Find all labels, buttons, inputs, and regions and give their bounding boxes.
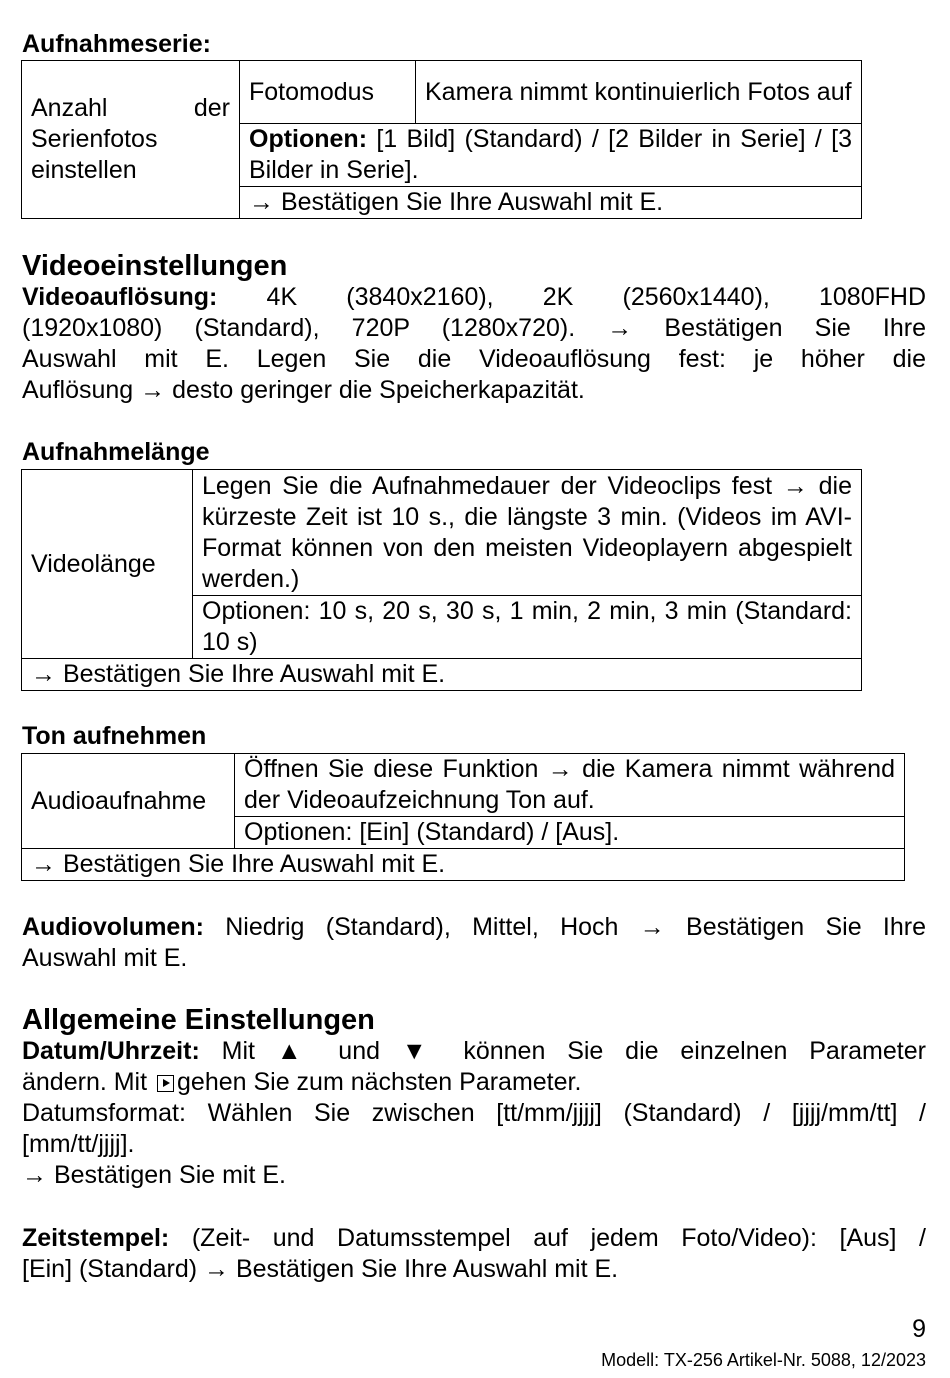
page-footer: Modell: TX-256 Artikel-Nr. 5088, 12/2023 [601, 1350, 926, 1370]
section-heading-video: Videoeinstellungen [22, 250, 288, 282]
datetime-label: Datum/Uhrzeit: [22, 1037, 200, 1065]
audio-volume-values: Niedrig (Standard), Mittel, Hoch → Bestätigen Sie Ihre [225, 913, 926, 941]
triangle-up-icon: ▲ [276, 1037, 317, 1065]
section-heading-length: Aufnahmelänge [22, 438, 210, 466]
audio-volume-line2: Auswahl mit E. [22, 944, 188, 972]
play-button-icon [157, 1075, 174, 1092]
sound-record-table [21, 753, 905, 881]
video-resolution-paragraph [22, 282, 926, 406]
section-heading-general: Allgemeine Einstellungen [22, 1004, 375, 1036]
burst-label-line3: einstellen [31, 156, 137, 184]
date-format-line2: [mm/tt/jjjj]. [22, 1130, 135, 1158]
audio-volume-paragraph [22, 912, 926, 974]
sound-record-desc: Öffnen Sie diese Funktion → die Kamera nimmt während der Videoaufzeichnung Ton auf. [235, 754, 905, 817]
burst-options-label: Optionen: [249, 125, 368, 153]
datetime-rest: können Sie die einzelnen Parameter [463, 1037, 926, 1065]
video-length-desc: Legen Sie die Aufnahmedauer der Videoclips fest → die kürzeste Zeit ist 10 s., die längste 3 min. (Videos im AVI-Format können von den meisten Videoplayern abgespielt werden.) [193, 470, 862, 596]
sound-record-confirm: → Bestätigen Sie Ihre Auswahl mit E. [22, 849, 905, 881]
video-resolution-line1 [22, 282, 926, 313]
sound-record-options: Optionen: [Ein] (Standard) / [Aus]. [235, 817, 905, 849]
timestamp-line1 [22, 1223, 926, 1254]
video-length-options: Optionen: 10 s, 20 s, 30 s, 1 min, 2 min, 3 min (Standard: 10 s) [193, 596, 862, 659]
burst-mode-cell: Fotomodus [240, 61, 416, 124]
datetime-und: und [338, 1037, 381, 1065]
section-heading-burst: Aufnahmeserie: [22, 30, 211, 58]
burst-row-label [22, 61, 240, 219]
video-length-table [21, 469, 862, 691]
datetime-l2a: ändern. Mit [22, 1068, 148, 1096]
audio-volume-line1 [22, 912, 926, 943]
burst-mode-desc: Kamera nimmt kontinuierlich Fotos auf [416, 61, 862, 124]
burst-options-cell [240, 124, 862, 187]
burst-settings-table [21, 60, 862, 219]
page-number: 9 [912, 1315, 926, 1343]
timestamp-desc: (Zeit- und Datumsstempel auf jedem Foto/Video): [Aus] / [191, 1224, 926, 1252]
video-resolution-values: 4K (3840x2160), 2K (2560x1440), 1080FHD [266, 283, 926, 311]
datetime-confirm: → Bestätigen Sie mit E. [22, 1161, 287, 1189]
video-length-label: Videolänge [22, 470, 193, 659]
timestamp-label: Zeitstempel: [22, 1224, 170, 1252]
timestamp-line2: [Ein] (Standard) → Bestätigen Sie Ihre Auswahl mit E. [22, 1255, 619, 1283]
general-datetime-paragraph [22, 1036, 926, 1191]
triangle-down-icon: ▼ [401, 1037, 442, 1065]
audio-volume-label: Audiovolumen: [22, 913, 204, 941]
datetime-l2b: gehen Sie zum nächsten Parameter. [177, 1068, 582, 1096]
date-format-line1: Datumsformat: Wählen Sie zwischen [tt/mm/jjjj] (Standard) / [jjjj/mm/tt] / [22, 1099, 926, 1127]
video-resolution-line3: Auswahl mit E. Legen Sie die Videoauflösung fest: je höher die [22, 345, 926, 373]
video-resolution-line4: Auflösung → desto geringer die Speicherkapazität. [22, 376, 585, 404]
burst-confirm-cell: → Bestätigen Sie Ihre Auswahl mit E. [240, 187, 862, 219]
timestamp-paragraph [22, 1223, 926, 1285]
video-length-confirm: → Bestätigen Sie Ihre Auswahl mit E. [22, 659, 862, 691]
video-resolution-line2: (1920x1080) (Standard), 720P (1280x720). → Bestätigen Sie Ihre [22, 314, 926, 342]
burst-label-word2: der [193, 94, 230, 122]
burst-label-line2: Serienfotos [31, 125, 158, 153]
section-heading-sound: Ton aufnehmen [22, 722, 207, 750]
datetime-line2 [22, 1067, 926, 1098]
sound-record-label: Audioaufnahme [22, 754, 235, 849]
datetime-mit: Mit [221, 1037, 255, 1065]
burst-options-text: [1 Bild] (Standard) / [2 Bilder in Serie] / [3 Bilder in Serie]. [249, 125, 852, 184]
datetime-line1 [22, 1036, 926, 1067]
burst-label-word1: Anzahl [31, 94, 108, 122]
video-resolution-label: Videoauflösung: [22, 283, 218, 311]
